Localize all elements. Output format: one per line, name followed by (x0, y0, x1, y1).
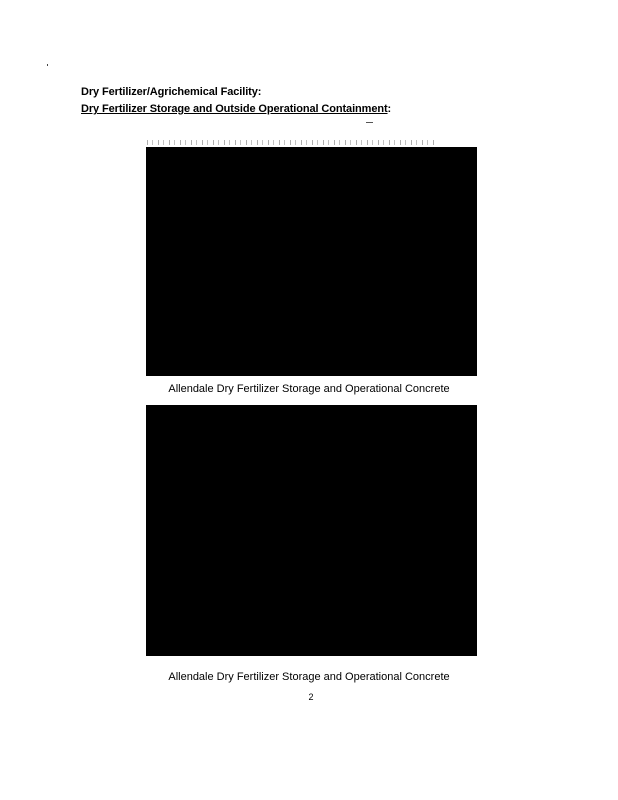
figure-caption-2: Allendale Dry Fertilizer Storage and Operational Concrete (168, 671, 450, 683)
redacted-photo-1 (146, 147, 477, 376)
scan-speck (47, 64, 48, 66)
page-number: 2 (308, 692, 314, 702)
scan-mark (366, 122, 373, 123)
subsection-heading-text: Dry Fertilizer Storage and Outside Operational Containment (81, 103, 388, 115)
scan-noise (147, 140, 437, 145)
redacted-photo-2 (146, 405, 477, 656)
section-heading: Dry Fertilizer/Agrichemical Facility: (81, 86, 262, 98)
subsection-heading-colon: : (387, 103, 392, 115)
subsection-heading (81, 103, 391, 115)
figure-caption-1: Allendale Dry Fertilizer Storage and Operational Concrete (168, 383, 450, 395)
